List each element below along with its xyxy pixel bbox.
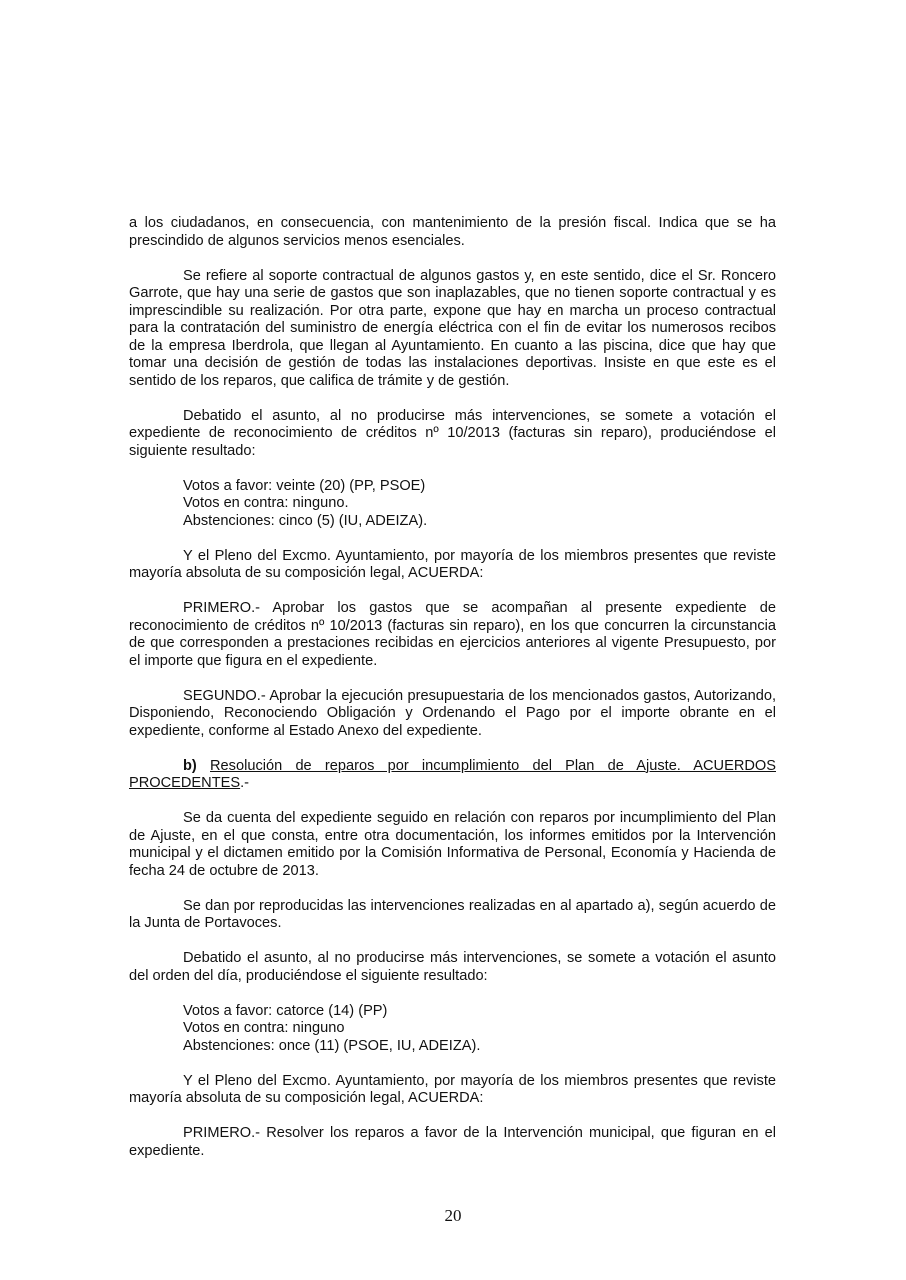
paragraph-debate-votacion-2: Debatido el asunto, al no producirse más intervenciones, se somete a votación el asunto del orden del día, produciéndose el siguiente resultado: [129, 950, 776, 984]
paragraph-intro: a los ciudadanos, en consecuencia, con mantenimiento de la presión fiscal. Indica que se ha prescindido de algunos servicios menos esenciales. [129, 215, 776, 249]
section-b-heading [129, 758, 776, 793]
votes-abstentions: Abstenciones: once (11) (PSOE, IU, ADEIZA). [183, 1037, 481, 1054]
vote-results-2 [129, 1003, 776, 1056]
page-number: 20 [444, 1206, 462, 1225]
paragraph-primero-1: PRIMERO.- Aprobar los gastos que se acompañan al presente expediente de reconocimiento de créditos nº 10/2013 (facturas sin reparo), en los que concurren la circunstancia de que corresponden a prestaciones recibidas en ejercicios anteriores al vigente Presupuesto, por el importe que figura en el expediente. [129, 600, 776, 669]
paragraph-primero-2: PRIMERO.- Resolver los reparos a favor de la Intervención municipal, que figuran en el expediente. [129, 1125, 776, 1159]
votes-against: Votos en contra: ninguno. [183, 495, 349, 511]
paragraph-reproducidas: Se dan por reproducidas las intervenciones realizadas en al apartado a), según acuerdo de la Junta de Portavoces. [129, 897, 776, 931]
paragraph-expediente-reparos: Se da cuenta del expediente seguido en relación con reparos por incumplimiento del Plan de Ajuste, en el que consta, entre otra documentación, los informes emitidos por la Intervención municipal y el dictamen emitido por la Comisión Informativa de Personal, Economía y Hacienda de fecha 24 de octubre de 2013. [129, 810, 776, 879]
votes-for: Votos a favor: catorce (14) (PP) [183, 1002, 388, 1019]
section-suffix: .- [240, 775, 250, 791]
document-body [129, 215, 776, 1178]
vote-results-1 [129, 478, 776, 531]
votes-against: Votos en contra: ninguno [183, 1020, 345, 1036]
votes-abstentions: Abstenciones: cinco (5) (IU, ADEIZA). [183, 512, 428, 529]
section-title: Resolución de reparos por incumplimiento del Plan de Ajuste. ACUERDOS PROCEDENTES [129, 757, 776, 791]
paragraph-acuerda-2: Y el Pleno del Excmo. Ayuntamiento, por mayoría de los miembros presentes que reviste mayoría absoluta de su composición legal, ACUERDA: [129, 1072, 776, 1106]
paragraph-acuerda-1: Y el Pleno del Excmo. Ayuntamiento, por mayoría de los miembros presentes que reviste mayoría absoluta de su composición legal, ACUERDA: [129, 547, 776, 581]
votes-for: Votos a favor: veinte (20) (PP, PSOE) [183, 477, 426, 494]
paragraph-segundo-1: SEGUNDO.- Aprobar la ejecución presupuestaria de los mencionados gastos, Autorizando, Disponiendo, Reconociendo Obligación y Ordenando el Pago por el importe obrante en el expediente, conforme al Estado Anexo del expediente. [129, 687, 776, 739]
paragraph-soporte-contractual: Se refiere al soporte contractual de algunos gastos y, en este sentido, dice el Sr. Roncero Garrote, que hay una serie de gastos que son inaplazables, que no tienen soporte contractual y es imprescindible su realización. Por otra parte, expone que hay en marcha un proceso contractual para la contratación del suministro de energía eléctrica con el fin de evitar los numerosos recibos de la empresa Iberdrola, que llegan al Ayuntamiento. En cuanto a las piscina, dice que hay que tomar una decisión de gestión de todas las instalaciones deportivas. Insiste en que este es el sentido de los reparos, que califica de trámite y de gestión. [129, 267, 776, 389]
section-letter: b) [183, 757, 197, 774]
paragraph-debate-votacion-1: Debatido el asunto, al no producirse más intervenciones, se somete a votación el expediente de reconocimiento de créditos nº 10/2013 (facturas sin reparo), produciéndose el siguiente resultado: [129, 407, 776, 459]
